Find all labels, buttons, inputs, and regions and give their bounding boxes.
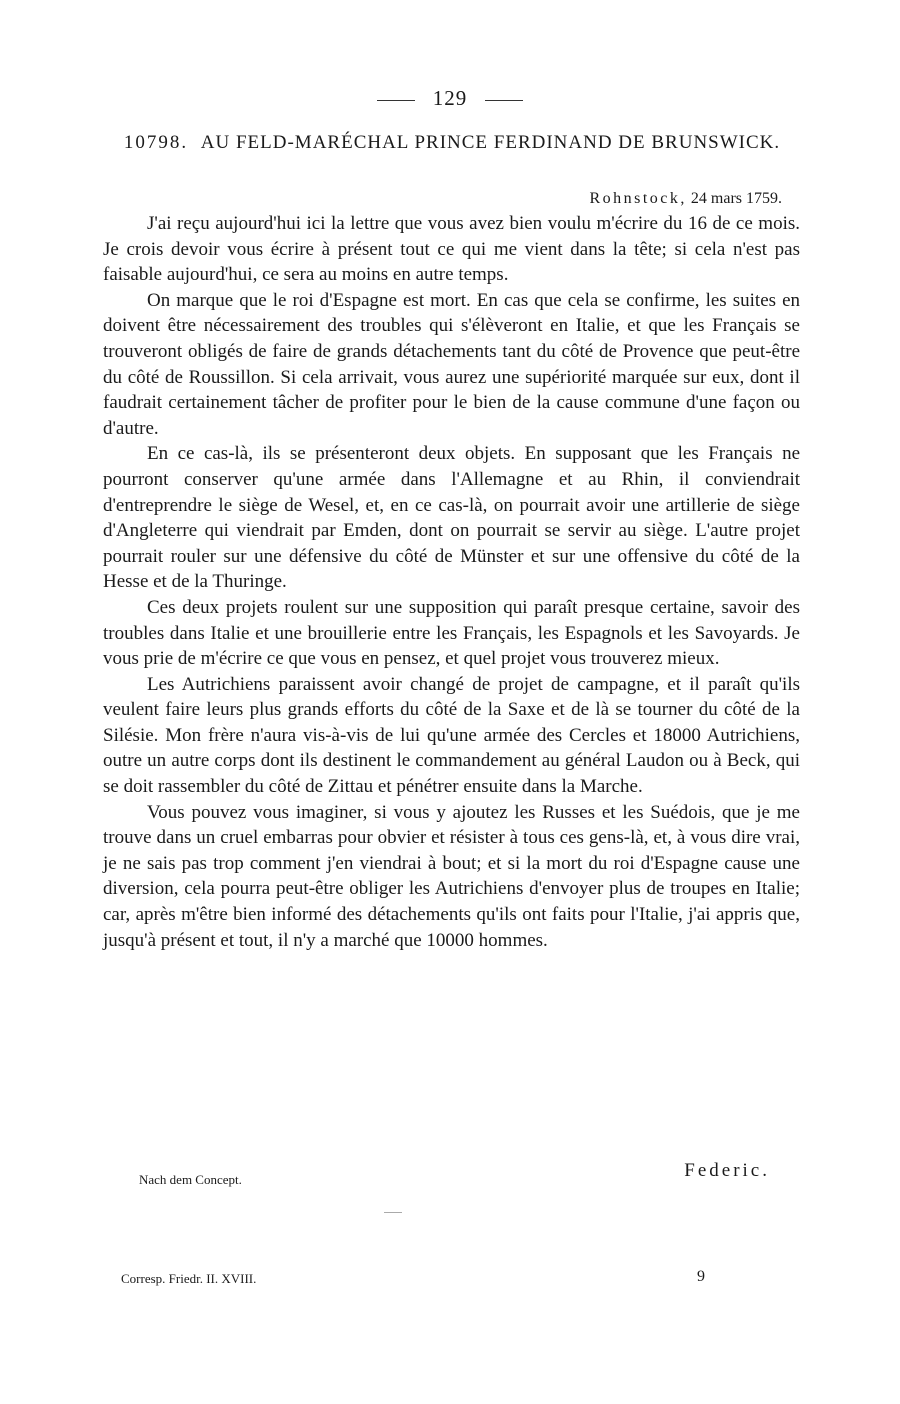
- dateline: [589, 190, 782, 208]
- paragraph: Les Autrichiens paraissent avoir changé de projet de campagne, et il paraît qu'ils veulent faire leurs plus grands efforts du côté de la Saxe et de là se tourner du côté de la Silésie. Mon frère n'aura vis-à-vis de lui qu'une armée des Cercles et 18000 Autrichiens, outre un autre corps dont ils destinent le commandement au général Laudon ou à Beck, qui se doit rassembler du côté de Zittau et pénétrer ensuite dans la Marche.: [103, 673, 800, 798]
- running-header: [0, 86, 900, 111]
- footer-signature-mark: 9: [697, 1268, 705, 1285]
- header-dash-right: [485, 100, 523, 101]
- paragraph: On marque que le roi d'Espagne est mort. En cas que cela se confirme, les suites en doivent être nécessairement des troubles qui s'élèveront en Italie, et que les Français se trouveront obligés de faire de grands détachements tant du côté de Provence que peut-être du côté de Roussillon. Si cela arrivait, vous aurez une supériorité marquée sur eux, dont il faudrait certainement tâcher de profiter pour le bien de la cause commune d'une façon ou d'autre.: [103, 289, 800, 439]
- footer-volume: Corresp. Friedr. II. XVIII.: [121, 1271, 257, 1286]
- paragraph: Vous pouvez vous imaginer, si vous y ajoutez les Russes et les Suédois, que je me trouve dans un cruel embarras pour obvier et résister à tous ces gens-là, et, à vous dire vrai, je ne sais pas trop comment j'en viendrai à bout; et si la mort du roi d'Espagne cause une diversion, cela pourra peut-être obliger les Autrichiens d'envoyer plus de troupes en Italie; car, après m'être bien informé des détachements qu'ils ont faits pour l'Italie, j'ai appris que, jusqu'à présent et tout, il n'y a marché que 10000 hommes.: [103, 801, 800, 951]
- letter-title: [102, 130, 802, 156]
- paragraph: J'ai reçu aujourd'hui ici la lettre que vous avez bien voulu m'écrire du 16 de ce mois. Je crois devoir vous écrire à présent tout ce qui me vient dans la tête; si cela n'est pas faisable aujourd'hui, ce sera au moins en autre temps.: [103, 213, 800, 286]
- letter-body: [103, 211, 800, 953]
- letter-addressee: AU FELD-MARÉCHAL PRINCE FERDINAND DE BRUNSWICK.: [200, 132, 781, 153]
- page-number: 129: [432, 86, 468, 110]
- dateline-place: Rohnstock,: [589, 190, 687, 207]
- signature: Federic.: [684, 1160, 770, 1181]
- paragraph: En ce cas-là, ils se présenteront deux objets. En supposant que les Français ne pourront conserver qu'une armée dans l'Allemagne et au Rhin, il conviendrait d'entreprendre le siège de Wesel, et, en ce cas-là, on pourrait avoir une artillerie de siège d'Angleterre qui viendrait par Emden, dont on pourrait se servir au siège. L'autre projet pourrait rouler sur une défensive du côté de Münster et sur une offensive du côté de la Hesse et de la Thuringe.: [103, 443, 800, 593]
- separator-mark: [384, 1212, 402, 1213]
- paragraph: Ces deux projets roulent sur une supposition qui paraît presque certaine, savoir des troubles dans Italie et une brouillerie entre les Français, les Espagnols et les Savoyards. Je vous prie de m'écrire ce que vous en pensez, et quel projet vous trouverez mieux.: [103, 596, 800, 670]
- header-dash-left: [377, 100, 415, 101]
- source-note: Nach dem Concept.: [139, 1172, 242, 1187]
- dateline-date: 24 mars 1759.: [690, 190, 782, 207]
- letter-number: 10798.: [123, 132, 189, 153]
